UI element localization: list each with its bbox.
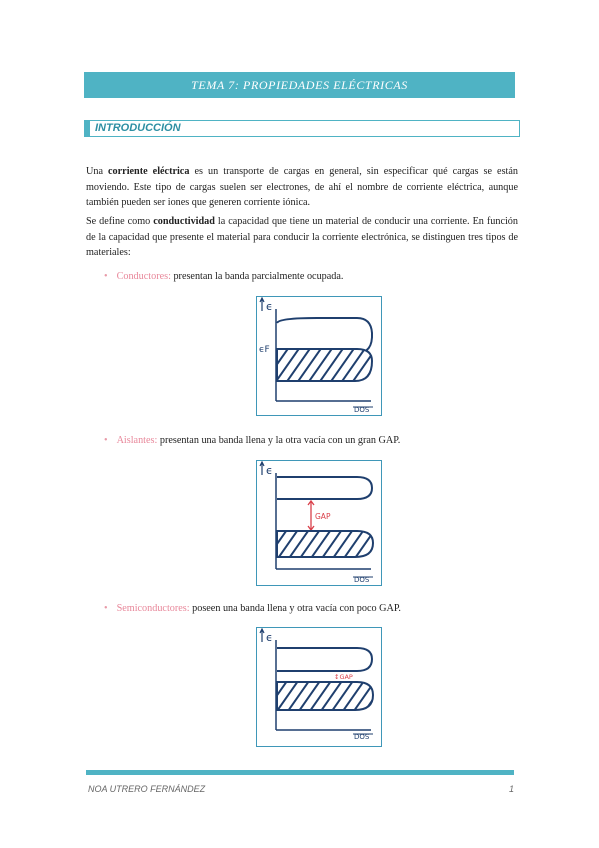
chapter-title-bar	[84, 72, 515, 98]
p1-text-b: es un transporte de cargas en general, sin especificar qué cargas se están moviendo. Este tipo de cargas suelen ser electrones, de ahí el nombre de corriente eléctrica, aunque también pueden ser iones que generen corriente iónica.	[86, 166, 518, 208]
page-number: 1	[508, 784, 514, 794]
list-item-semiconductores	[104, 602, 401, 616]
section-heading	[84, 120, 520, 137]
fermi-level-label: ϵF	[259, 345, 270, 355]
bullet-dot: •	[104, 603, 108, 614]
gap-label: GAP	[315, 512, 331, 521]
dos-axis-label: DOS	[354, 733, 370, 741]
footer-author: NOA UTRERO FERNÁNDEZ	[88, 784, 206, 794]
band-diagram-conductor	[257, 297, 381, 415]
energy-axis-label: ϵ	[266, 300, 273, 313]
desc-semiconductores: poseen una banda llena y otra vacía con poco GAP.	[189, 603, 401, 614]
energy-axis-label: ϵ	[266, 464, 273, 477]
p1-term: corriente eléctrica	[108, 166, 190, 177]
term-aislantes: Aislantes:	[116, 435, 158, 446]
p2-text-a: Se define como	[86, 216, 154, 227]
section-accent	[85, 121, 90, 136]
gap-label: ↕GAP	[334, 673, 353, 681]
p1-text-a: Una	[86, 166, 109, 177]
intro-paragraph-2	[86, 214, 518, 261]
band-diagram-aislante	[257, 461, 381, 585]
dos-axis-label: DOS	[354, 406, 370, 414]
figure-semiconductor	[256, 627, 382, 747]
band-diagram-semiconductor	[257, 628, 381, 746]
list-item-aislantes	[104, 434, 400, 448]
figure-aislante	[256, 460, 382, 586]
p2-text-b: la capacidad que tiene un material de conducir una corriente. En función de la capacidad que presente el material para conducir la corriente electrónica, se distinguen tres tipos de materiales:	[86, 216, 518, 258]
bullet-dot: •	[104, 271, 108, 282]
term-semiconductores: Semiconductores:	[116, 603, 190, 614]
list-item-conductores	[104, 270, 343, 284]
figure-conductor	[256, 296, 382, 416]
bullet-dot: •	[104, 435, 108, 446]
intro-paragraph-1	[86, 164, 518, 211]
dos-axis-label: DOS	[354, 576, 370, 584]
chapter-title: TEMA 7: PROPIEDADES ELÉCTRICAS	[191, 78, 408, 92]
p2-term: conductividad	[153, 216, 215, 227]
desc-conductores: presentan la banda parcialmente ocupada.	[170, 271, 344, 282]
term-conductores: Conductores:	[116, 271, 171, 282]
energy-axis-label: ϵ	[266, 631, 273, 644]
desc-aislantes: presentan una banda llena y la otra vacía con un gran GAP.	[157, 435, 401, 446]
footer-divider	[86, 770, 514, 775]
section-title: INTRODUCCIÓN	[95, 122, 181, 134]
